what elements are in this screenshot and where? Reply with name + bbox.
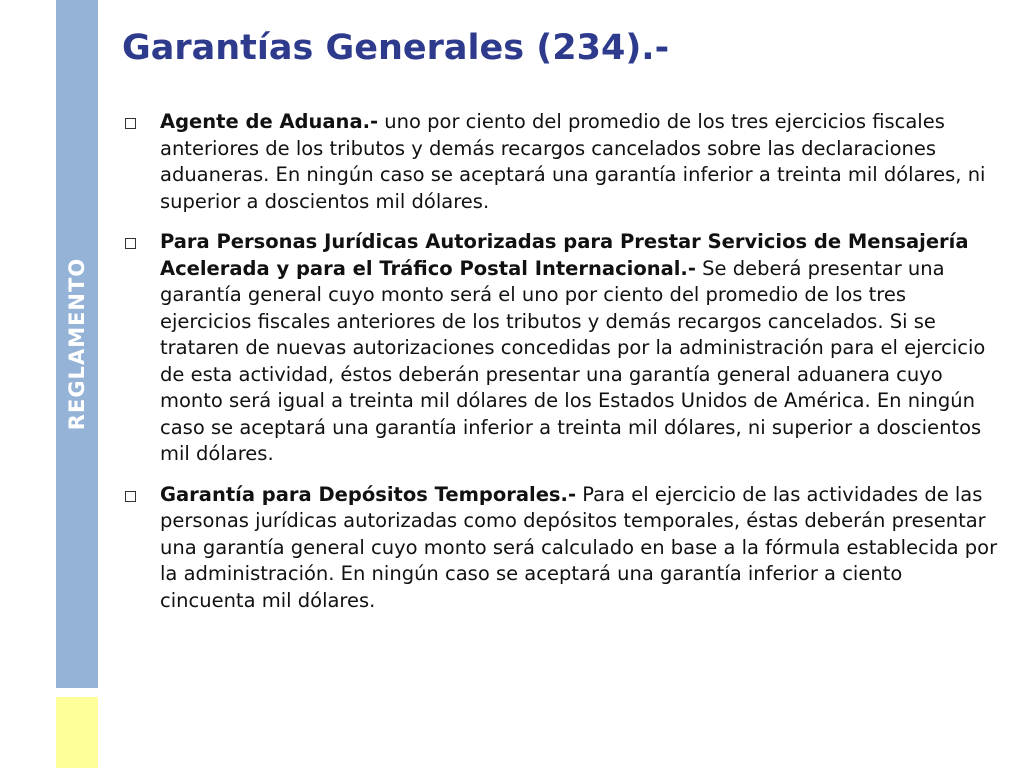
sidebar-label: REGLAMENTO bbox=[65, 257, 89, 431]
bullet-heading: Para Personas Jurídicas Autorizadas para Prestar Servicios de Mensajería Acelerada y para el Tráfico Postal Internacional.- bbox=[160, 230, 969, 280]
bullet-body: uno por ciento del promedio de los tres ejercicios fiscales anteriores de los tributos y demás recargos cancelados sobre las declaraciones aduaneras. En ningún caso se aceptará una garantía inferior a treinta mil dólares, ni superior a doscientos mil dólares. bbox=[160, 110, 986, 213]
bullet-item-personas-juridicas bbox=[122, 229, 1002, 468]
bullet-item-depositos-temporales bbox=[122, 482, 1002, 615]
bullet-body: Se deberá presentar una garantía general cuyo monto será el uno por ciento del promedio de los tres ejercicios fiscales anteriores de los tributos y demás recargos cancelados. Si se trataren de nuevas autorizaciones concedidas por la administración para el ejercicio de esta actividad, éstos deberán presentar una garantía general aduanera cuyo monto será igual a treinta mil dólares de los Estados Unidos de América. En ningún caso se aceptará una garantía inferior a treinta mil dólares, ni superior a doscientos mil dólares. bbox=[160, 256, 986, 465]
bullet-body: Para el ejercicio de las actividades de las personas jurídicas autorizadas como depósitos temporales, éstas deberán presentar una garantía general cuyo monto será calculado en base a la fórmula establecida por la administración. En ningún caso se aceptará una garantía inferior a ciento cincuenta mil dólares. bbox=[160, 482, 998, 612]
sidebar-accent-block bbox=[56, 697, 98, 768]
bullet-list bbox=[122, 109, 1002, 628]
bullet-heading: Agente de Aduana.- bbox=[160, 110, 379, 133]
bullet-item-agente-aduana bbox=[122, 109, 1002, 215]
hollow-square-icon bbox=[125, 238, 136, 249]
hollow-square-icon bbox=[125, 491, 136, 502]
bullet-heading: Garantía para Depósitos Temporales.- bbox=[160, 482, 577, 506]
slide-title: Garantías Generales (234).- bbox=[122, 28, 670, 68]
hollow-square-icon bbox=[125, 118, 136, 129]
